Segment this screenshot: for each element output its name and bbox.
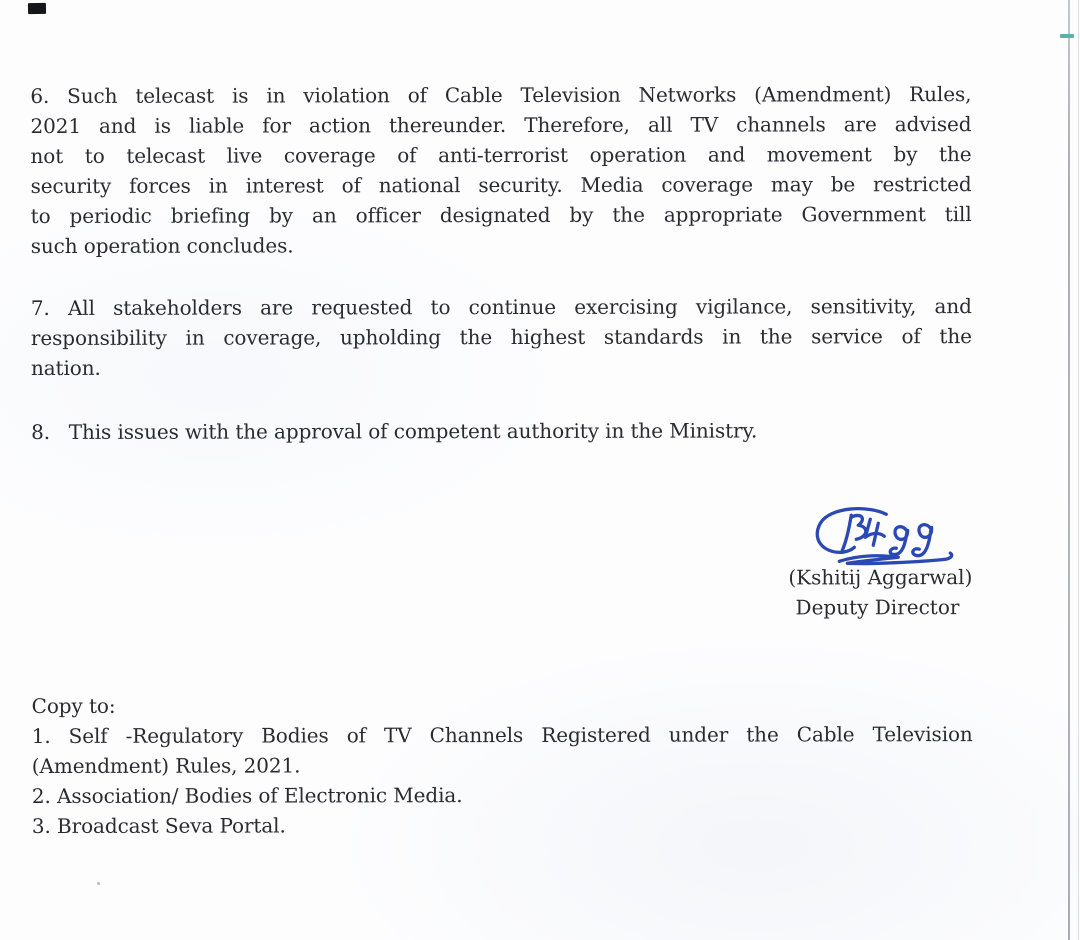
text-line: 3. Broadcast Seva Portal.: [31, 813, 286, 839]
text-line: such operation concludes.: [30, 233, 294, 259]
text-line: 1. Self -Regulatory Bodies of TV Channels Registered under the Cable Television: [31, 722, 973, 749]
text-line: (Amendment) Rules, 2021.: [31, 753, 301, 779]
signatory-name: (Kshitij Aggarwal): [788, 565, 973, 590]
scanner-teal-mark: [1060, 34, 1074, 38]
scanner-edge-line: [1068, 0, 1070, 940]
text-line: responsibility in coverage, upholding the highest standards in the service of the: [30, 324, 972, 351]
signature-letter-b: [842, 515, 866, 550]
scan-speck: [97, 882, 100, 885]
paragraph-6: [30, 79, 971, 261]
text-line: 2021 and is liable for action thereunder. Therefore, all TV channels are advised: [30, 112, 972, 139]
text-line: to periodic briefing by an officer designated by the appropriate Government till: [30, 202, 972, 229]
text-line: not to telecast live coverage of anti-terrorist operation and movement by the: [30, 142, 972, 169]
signatory-title: Deputy Director: [795, 595, 960, 620]
signature-letter-g2: [913, 525, 932, 556]
signature-ink: [806, 503, 958, 567]
copy-to-section: [32, 689, 973, 841]
scanner-edge-line-faint: [1078, 0, 1079, 940]
text-line: security forces in interest of national security. Media coverage may be restricted: [30, 172, 972, 199]
copy-to-heading: Copy to:: [31, 693, 116, 719]
signature-block: [788, 562, 972, 622]
scan-artifact-mark: [28, 3, 46, 14]
text-line: nation.: [30, 355, 101, 381]
paragraph-7: [31, 291, 972, 383]
text-line: 7. All stakeholders are requested to continue exercising vigilance, sensitivity, and: [30, 294, 972, 321]
text-line: 6. Such telecast is in violation of Cable Television Networks (Amendment) Rules,: [30, 82, 972, 109]
signature-letter-h: [865, 519, 884, 545]
signature-letter-g1: [890, 527, 908, 555]
text-line: 2. Association/ Bodies of Electronic Media.: [31, 783, 463, 809]
text-line: 8. This issues with the approval of competent authority in the Ministry.: [31, 418, 758, 445]
paragraph-8: [31, 415, 972, 447]
